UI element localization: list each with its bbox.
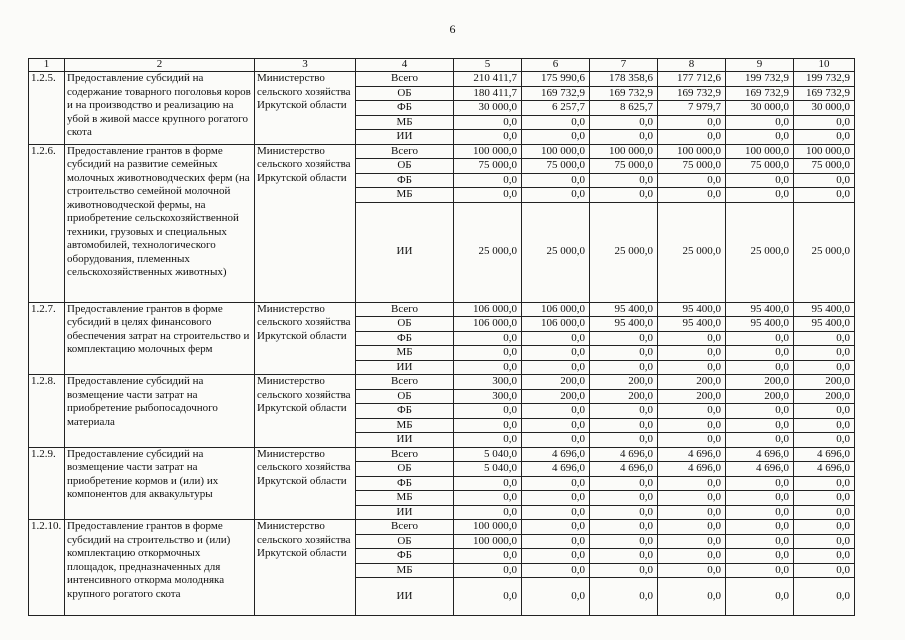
amount-cell: 4 696,0 — [794, 447, 855, 462]
amount-cell: 0,0 — [794, 491, 855, 506]
amount-cell: 300,0 — [454, 389, 522, 404]
amount-cell: 0,0 — [794, 578, 855, 616]
amount-cell: 0,0 — [454, 491, 522, 506]
amount-cell: 0,0 — [726, 346, 794, 361]
funding-source: ИИ — [356, 130, 454, 145]
amount-cell: 0,0 — [658, 331, 726, 346]
amount-cell: 0,0 — [522, 476, 590, 491]
amount-cell: 100 000,0 — [454, 534, 522, 549]
responsible-organization: Министерство сельского хозяйства Иркутской области — [255, 520, 356, 616]
amount-cell: 0,0 — [454, 578, 522, 616]
header-cell: 9 — [726, 59, 794, 72]
amount-cell: 6 257,7 — [522, 101, 590, 116]
amount-cell: 0,0 — [522, 331, 590, 346]
header-cell: 7 — [590, 59, 658, 72]
amount-cell: 0,0 — [522, 346, 590, 361]
amount-cell: 0,0 — [522, 520, 590, 535]
amount-cell: 0,0 — [454, 563, 522, 578]
section-number: 1.2.5. — [29, 72, 65, 145]
amount-cell: 95 400,0 — [726, 302, 794, 317]
section-description: Предоставление грантов в форме субсидий на развитие семейных молочных животноводческих ферм (на строительство семейной молочной животноводческой фермы, на приобретение сельскохозяйственной техники, грузовых и специальных автомобилей, технологического оборудования, племенных сельскохозяйственных животных) — [65, 144, 255, 302]
amount-cell: 95 400,0 — [590, 302, 658, 317]
amount-cell: 0,0 — [590, 115, 658, 130]
amount-cell: 0,0 — [590, 360, 658, 375]
funding-source: ИИ — [356, 433, 454, 448]
amount-cell: 4 696,0 — [590, 462, 658, 477]
header-cell: 2 — [65, 59, 255, 72]
amount-cell: 180 411,7 — [454, 86, 522, 101]
funding-source: Всего — [356, 72, 454, 87]
table-row — [29, 144, 855, 159]
amount-cell: 0,0 — [522, 404, 590, 419]
amount-cell: 4 696,0 — [522, 462, 590, 477]
amount-cell: 4 696,0 — [658, 447, 726, 462]
amount-cell: 200,0 — [658, 389, 726, 404]
amount-cell: 0,0 — [658, 578, 726, 616]
amount-cell: 0,0 — [590, 433, 658, 448]
amount-cell: 200,0 — [726, 389, 794, 404]
amount-cell: 0,0 — [794, 476, 855, 491]
amount-cell: 95 400,0 — [658, 302, 726, 317]
header-cell: 8 — [658, 59, 726, 72]
section-number: 1.2.6. — [29, 144, 65, 302]
amount-cell: 0,0 — [522, 418, 590, 433]
amount-cell: 0,0 — [794, 115, 855, 130]
amount-cell: 0,0 — [658, 491, 726, 506]
header-cell: 6 — [522, 59, 590, 72]
header-cell: 5 — [454, 59, 522, 72]
amount-cell: 4 696,0 — [658, 462, 726, 477]
amount-cell: 178 358,6 — [590, 72, 658, 87]
section-number: 1.2.8. — [29, 375, 65, 448]
amount-cell: 0,0 — [590, 534, 658, 549]
amount-cell: 0,0 — [794, 418, 855, 433]
amount-cell: 0,0 — [590, 505, 658, 520]
amount-cell: 0,0 — [590, 520, 658, 535]
funding-source: МБ — [356, 563, 454, 578]
amount-cell: 0,0 — [726, 549, 794, 564]
funding-source: ОБ — [356, 534, 454, 549]
amount-cell: 0,0 — [454, 331, 522, 346]
amount-cell: 100 000,0 — [454, 144, 522, 159]
table-row — [29, 447, 855, 462]
amount-cell: 169 732,9 — [658, 86, 726, 101]
amount-cell: 0,0 — [658, 549, 726, 564]
amount-cell: 0,0 — [658, 173, 726, 188]
amount-cell: 0,0 — [454, 476, 522, 491]
amount-cell: 0,0 — [658, 520, 726, 535]
page-number: 6 — [449, 22, 456, 36]
amount-cell: 200,0 — [590, 375, 658, 390]
amount-cell: 0,0 — [794, 331, 855, 346]
funding-source: Всего — [356, 302, 454, 317]
section-description: Предоставление субсидий на содержание товарного поголовья коров и на производство и реализацию на убой в живой массе крупного рогатого скота — [65, 72, 255, 145]
amount-cell: 0,0 — [522, 173, 590, 188]
amount-cell: 5 040,0 — [454, 447, 522, 462]
amount-cell: 0,0 — [590, 491, 658, 506]
amount-cell: 0,0 — [794, 549, 855, 564]
amount-cell: 0,0 — [658, 418, 726, 433]
amount-cell: 0,0 — [522, 578, 590, 616]
funding-source: МБ — [356, 418, 454, 433]
section-description: Предоставление грантов в форме субсидий в целях финансового обеспечения затрат на строительство и комплектацию молочных ферм — [65, 302, 255, 375]
section-description: Предоставление субсидий на возмещение части затрат на приобретение кормов и (или) их компонентов для аквакультуры — [65, 447, 255, 520]
responsible-organization: Министерство сельского хозяйства Иркутской области — [255, 447, 356, 520]
amount-cell: 0,0 — [590, 578, 658, 616]
amount-cell: 4 696,0 — [522, 447, 590, 462]
amount-cell: 0,0 — [794, 346, 855, 361]
amount-cell: 75 000,0 — [658, 159, 726, 174]
amount-cell: 210 411,7 — [454, 72, 522, 87]
amount-cell: 0,0 — [726, 331, 794, 346]
section-description: Предоставление грантов в форме субсидий на строительство и (или) комплектацию откормочных площадок, предназначенных для интенсивного откорма молодняка крупного рогатого скота — [65, 520, 255, 616]
amount-cell: 25 000,0 — [590, 202, 658, 302]
amount-cell: 0,0 — [726, 418, 794, 433]
amount-cell: 0,0 — [658, 534, 726, 549]
funding-source: ИИ — [356, 202, 454, 302]
amount-cell: 4 696,0 — [726, 462, 794, 477]
amount-cell: 100 000,0 — [522, 144, 590, 159]
funding-source: ОБ — [356, 159, 454, 174]
amount-cell: 0,0 — [794, 433, 855, 448]
section-number: 1.2.9. — [29, 447, 65, 520]
amount-cell: 199 732,9 — [794, 72, 855, 87]
amount-cell: 95 400,0 — [726, 317, 794, 332]
amount-cell: 0,0 — [794, 173, 855, 188]
amount-cell: 0,0 — [522, 115, 590, 130]
amount-cell: 0,0 — [522, 534, 590, 549]
amount-cell: 25 000,0 — [794, 202, 855, 302]
funding-source: ОБ — [356, 389, 454, 404]
amount-cell: 175 990,6 — [522, 72, 590, 87]
amount-cell: 169 732,9 — [794, 86, 855, 101]
amount-cell: 0,0 — [522, 505, 590, 520]
funding-source: ФБ — [356, 101, 454, 116]
amount-cell: 0,0 — [590, 188, 658, 203]
funding-source: ИИ — [356, 360, 454, 375]
section-number: 1.2.10. — [29, 520, 65, 616]
amount-cell: 0,0 — [658, 188, 726, 203]
amount-cell: 0,0 — [454, 549, 522, 564]
amount-cell: 0,0 — [726, 520, 794, 535]
amount-cell: 0,0 — [590, 549, 658, 564]
amount-cell: 0,0 — [590, 404, 658, 419]
funding-source: ОБ — [356, 317, 454, 332]
amount-cell: 0,0 — [454, 418, 522, 433]
funding-source: ФБ — [356, 549, 454, 564]
amount-cell: 0,0 — [658, 563, 726, 578]
amount-cell: 0,0 — [726, 534, 794, 549]
amount-cell: 0,0 — [590, 130, 658, 145]
amount-cell: 177 712,6 — [658, 72, 726, 87]
amount-cell: 106 000,0 — [522, 302, 590, 317]
amount-cell: 0,0 — [794, 520, 855, 535]
budget-table — [28, 58, 855, 616]
amount-cell: 4 696,0 — [590, 447, 658, 462]
section-number: 1.2.7. — [29, 302, 65, 375]
amount-cell: 0,0 — [726, 476, 794, 491]
funding-source: ОБ — [356, 462, 454, 477]
amount-cell: 0,0 — [726, 130, 794, 145]
responsible-organization: Министерство сельского хозяйства Иркутской области — [255, 72, 356, 145]
amount-cell: 0,0 — [794, 505, 855, 520]
amount-cell: 30 000,0 — [794, 101, 855, 116]
amount-cell: 0,0 — [522, 433, 590, 448]
table-row — [29, 375, 855, 390]
amount-cell: 0,0 — [522, 563, 590, 578]
amount-cell: 0,0 — [590, 346, 658, 361]
amount-cell: 199 732,9 — [726, 72, 794, 87]
amount-cell: 0,0 — [522, 549, 590, 564]
amount-cell: 200,0 — [794, 389, 855, 404]
amount-cell: 0,0 — [726, 505, 794, 520]
amount-cell: 0,0 — [726, 173, 794, 188]
funding-source: Всего — [356, 144, 454, 159]
amount-cell: 0,0 — [726, 578, 794, 616]
funding-source: ФБ — [356, 476, 454, 491]
amount-cell: 75 000,0 — [590, 159, 658, 174]
funding-source: МБ — [356, 115, 454, 130]
amount-cell: 169 732,9 — [726, 86, 794, 101]
amount-cell: 0,0 — [794, 404, 855, 419]
amount-cell: 300,0 — [454, 375, 522, 390]
amount-cell: 169 732,9 — [590, 86, 658, 101]
funding-source: ИИ — [356, 505, 454, 520]
amount-cell: 95 400,0 — [658, 317, 726, 332]
amount-cell: 0,0 — [794, 130, 855, 145]
amount-cell: 200,0 — [794, 375, 855, 390]
funding-source: ФБ — [356, 404, 454, 419]
amount-cell: 0,0 — [726, 404, 794, 419]
amount-cell: 75 000,0 — [454, 159, 522, 174]
amount-cell: 169 732,9 — [522, 86, 590, 101]
amount-cell: 0,0 — [454, 360, 522, 375]
amount-cell: 106 000,0 — [454, 317, 522, 332]
amount-cell: 0,0 — [726, 115, 794, 130]
amount-cell: 30 000,0 — [726, 101, 794, 116]
header-cell: 3 — [255, 59, 356, 72]
amount-cell: 0,0 — [658, 130, 726, 145]
amount-cell: 25 000,0 — [658, 202, 726, 302]
amount-cell: 200,0 — [658, 375, 726, 390]
amount-cell: 0,0 — [590, 418, 658, 433]
amount-cell: 0,0 — [522, 188, 590, 203]
amount-cell: 106 000,0 — [454, 302, 522, 317]
table-row — [29, 72, 855, 87]
amount-cell: 0,0 — [454, 346, 522, 361]
amount-cell: 200,0 — [522, 389, 590, 404]
amount-cell: 0,0 — [454, 115, 522, 130]
amount-cell: 25 000,0 — [726, 202, 794, 302]
responsible-organization: Министерство сельского хозяйства Иркутской области — [255, 144, 356, 302]
amount-cell: 0,0 — [590, 173, 658, 188]
amount-cell: 75 000,0 — [794, 159, 855, 174]
amount-cell: 0,0 — [726, 433, 794, 448]
funding-source: ИИ — [356, 578, 454, 616]
amount-cell: 100 000,0 — [794, 144, 855, 159]
amount-cell: 0,0 — [726, 188, 794, 203]
funding-source: Всего — [356, 520, 454, 535]
funding-source: Всего — [356, 447, 454, 462]
table-row — [29, 302, 855, 317]
amount-cell: 0,0 — [590, 331, 658, 346]
amount-cell: 0,0 — [726, 491, 794, 506]
amount-cell: 0,0 — [454, 433, 522, 448]
amount-cell: 0,0 — [658, 346, 726, 361]
header-cell: 4 — [356, 59, 454, 72]
amount-cell: 0,0 — [522, 491, 590, 506]
amount-cell: 0,0 — [454, 404, 522, 419]
amount-cell: 200,0 — [522, 375, 590, 390]
amount-cell: 106 000,0 — [522, 317, 590, 332]
amount-cell: 0,0 — [454, 505, 522, 520]
amount-cell: 0,0 — [658, 433, 726, 448]
funding-source: МБ — [356, 188, 454, 203]
amount-cell: 200,0 — [590, 389, 658, 404]
funding-source: МБ — [356, 491, 454, 506]
responsible-organization: Министерство сельского хозяйства Иркутской области — [255, 302, 356, 375]
amount-cell: 0,0 — [658, 115, 726, 130]
section-description: Предоставление субсидий на возмещение части затрат на приобретение рыбопосадочного материала — [65, 375, 255, 448]
amount-cell: 4 696,0 — [794, 462, 855, 477]
amount-cell: 0,0 — [794, 188, 855, 203]
table-row — [29, 520, 855, 535]
amount-cell: 0,0 — [658, 360, 726, 375]
header-cell: 10 — [794, 59, 855, 72]
amount-cell: 0,0 — [590, 476, 658, 491]
amount-cell: 0,0 — [454, 188, 522, 203]
amount-cell: 0,0 — [522, 130, 590, 145]
amount-cell: 25 000,0 — [454, 202, 522, 302]
header-cell: 1 — [29, 59, 65, 72]
amount-cell: 200,0 — [726, 375, 794, 390]
amount-cell: 5 040,0 — [454, 462, 522, 477]
amount-cell: 0,0 — [658, 404, 726, 419]
amount-cell: 0,0 — [794, 534, 855, 549]
amount-cell: 8 625,7 — [590, 101, 658, 116]
amount-cell: 95 400,0 — [794, 302, 855, 317]
amount-cell: 7 979,7 — [658, 101, 726, 116]
amount-cell: 0,0 — [726, 563, 794, 578]
funding-source: ФБ — [356, 331, 454, 346]
funding-source: ОБ — [356, 86, 454, 101]
amount-cell: 25 000,0 — [522, 202, 590, 302]
amount-cell: 0,0 — [658, 476, 726, 491]
amount-cell: 0,0 — [794, 360, 855, 375]
amount-cell: 100 000,0 — [454, 520, 522, 535]
funding-source: ФБ — [356, 173, 454, 188]
amount-cell: 100 000,0 — [658, 144, 726, 159]
amount-cell: 0,0 — [454, 130, 522, 145]
amount-cell: 30 000,0 — [454, 101, 522, 116]
funding-source: Всего — [356, 375, 454, 390]
amount-cell: 0,0 — [794, 563, 855, 578]
amount-cell: 100 000,0 — [590, 144, 658, 159]
amount-cell: 75 000,0 — [522, 159, 590, 174]
responsible-organization: Министерство сельского хозяйства Иркутской области — [255, 375, 356, 448]
amount-cell: 0,0 — [522, 360, 590, 375]
amount-cell: 95 400,0 — [794, 317, 855, 332]
funding-source: МБ — [356, 346, 454, 361]
amount-cell: 95 400,0 — [590, 317, 658, 332]
amount-cell: 75 000,0 — [726, 159, 794, 174]
header-row — [29, 59, 855, 72]
amount-cell: 0,0 — [726, 360, 794, 375]
amount-cell: 0,0 — [454, 173, 522, 188]
amount-cell: 0,0 — [590, 563, 658, 578]
amount-cell: 100 000,0 — [726, 144, 794, 159]
amount-cell: 0,0 — [658, 505, 726, 520]
amount-cell: 4 696,0 — [726, 447, 794, 462]
